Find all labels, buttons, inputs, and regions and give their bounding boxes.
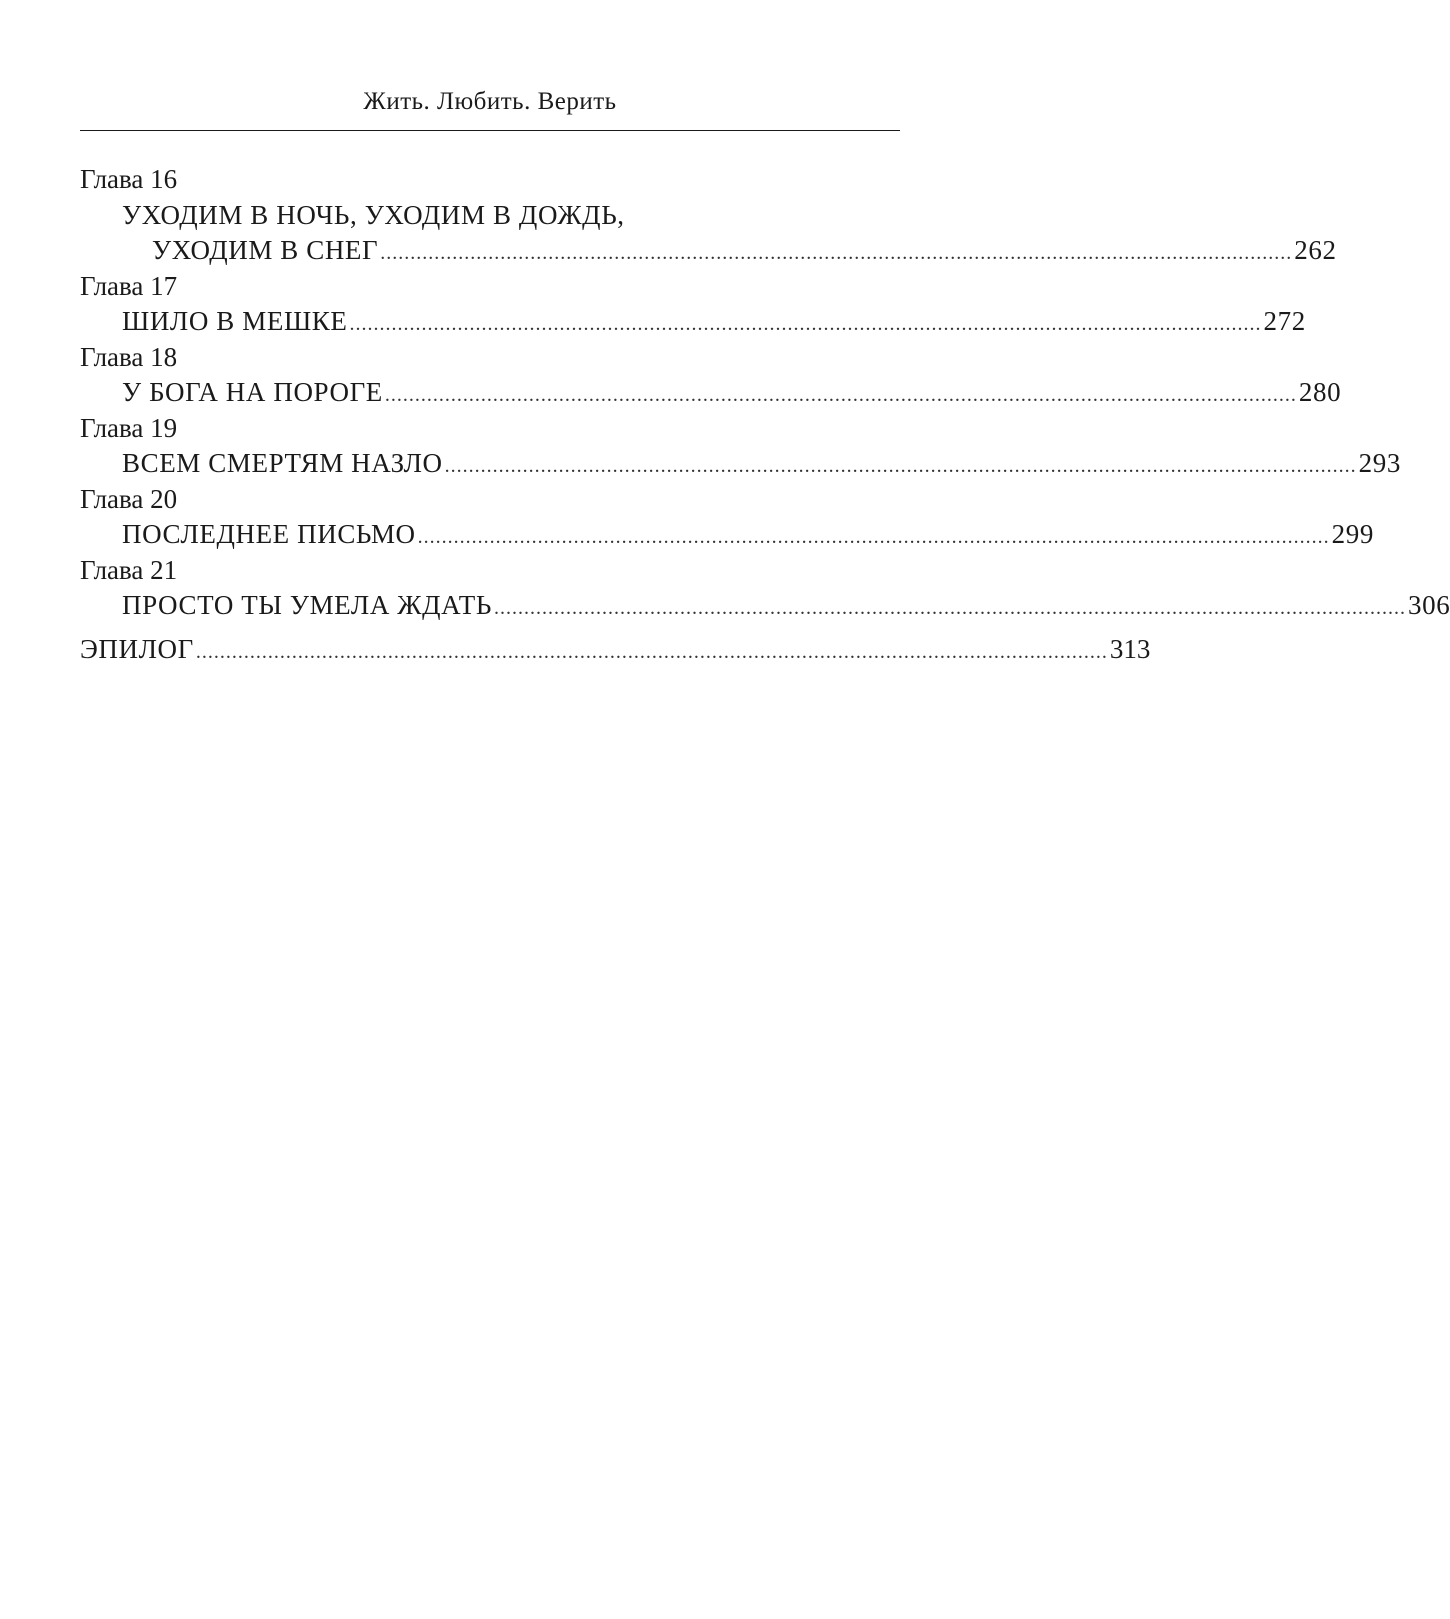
- chapter-21-page: 306: [1408, 590, 1450, 620]
- epilogue-entry[interactable]: [80, 632, 1151, 668]
- chapter-16-page: 262: [1294, 235, 1337, 265]
- dot-leader: ........................................................................................................................................................: [349, 313, 1262, 335]
- chapter-18-page: 280: [1298, 377, 1342, 407]
- chapter-19-label: Глава 19: [80, 412, 178, 443]
- chapter-18-title: У БОГА НА ПОРОГЕ: [122, 377, 383, 407]
- chapter-16-label: Глава 16: [80, 164, 178, 194]
- chapter-19-page: 293: [1358, 448, 1401, 478]
- chapter-17-page: 272: [1263, 306, 1306, 336]
- chapter-17-entry[interactable]: [80, 304, 1306, 340]
- chapter-16-entry[interactable]: [80, 233, 1337, 269]
- chapter-18-label: Глава 18: [80, 341, 178, 372]
- chapter-19-title: ВСЕМ СМЕРТЯМ НАЗЛО: [122, 448, 443, 478]
- epilogue-title: ЭПИЛОГ: [80, 633, 194, 664]
- dot-leader: ........................................................................................................................................................: [195, 640, 1108, 663]
- chapter-16-title-line2: УХОДИМ В СНЕГ: [152, 235, 379, 265]
- chapter-20-label: Глава 20: [80, 483, 178, 514]
- epilogue-page: 313: [1109, 633, 1151, 664]
- chapter-17-label: Глава 17: [80, 270, 178, 301]
- chapter-21-title: ПРОСТО ТЫ УМЕЛА ЖДАТЬ: [122, 590, 493, 620]
- chapter-20-page: 299: [1331, 519, 1374, 549]
- chapter-17-title: ШИЛО В МЕШКЕ: [122, 306, 348, 336]
- chapter-20-entry[interactable]: [80, 517, 1374, 553]
- chapter-20-title: ПОСЛЕДНЕЕ ПИСЬМО: [122, 519, 416, 549]
- chapter-19-entry[interactable]: [80, 446, 1401, 482]
- dot-leader: ........................................................................................................................................................: [380, 242, 1293, 264]
- table-of-contents: [80, 162, 1450, 667]
- dot-leader: ........................................................................................................................................................: [417, 526, 1330, 548]
- chapter-21-entry[interactable]: [80, 588, 1450, 624]
- dot-leader: ........................................................................................................................................................: [384, 384, 1297, 406]
- chapter-16-title-line1: УХОДИМ В НОЧЬ, УХОДИМ В ДОЖДЬ,: [122, 199, 625, 230]
- dot-leader: ........................................................................................................................................................: [494, 597, 1407, 619]
- chapter-18-entry[interactable]: [80, 375, 1342, 411]
- header-rule: [80, 130, 900, 131]
- chapter-21-label: Глава 21: [80, 554, 178, 585]
- dot-leader: ........................................................................................................................................................: [444, 455, 1357, 477]
- running-head: Жить. Любить. Верить: [363, 88, 617, 115]
